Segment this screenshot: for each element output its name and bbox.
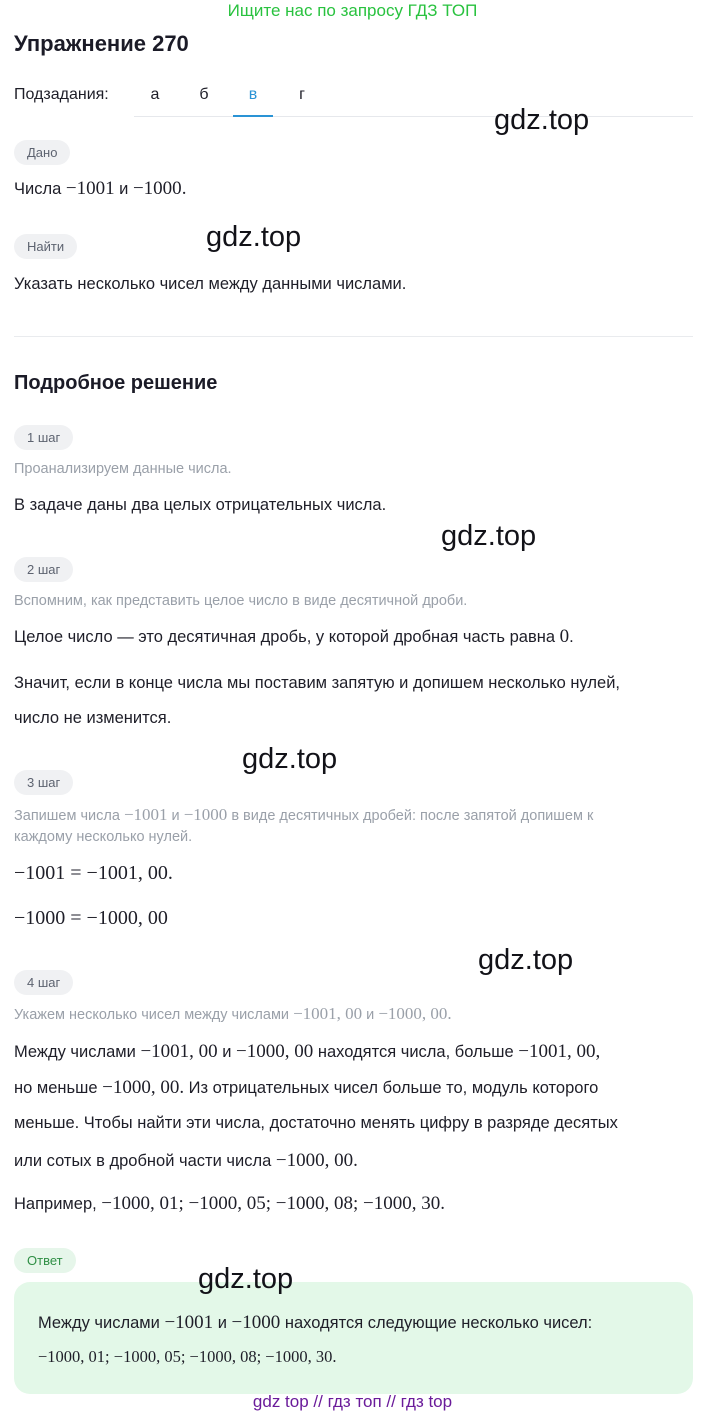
step-4-line-3: меньше. Чтобы найти эти числа, достаточно менять цифру в разряде десятых [14,1114,618,1132]
answer-line-2: −1000, 01; −1000, 05; −1000, 08; −1000, 30. [38,1347,337,1366]
find-badge: Найти [14,234,77,259]
step-2-text-2: Значит, если в конце числа мы поставим запятую и допишем несколько нулей, [14,674,620,692]
step-4-hint-math: −1001, 00 [293,1004,363,1023]
given-text [14,178,186,200]
step-2-badge: 2 шаг [14,557,73,582]
step-3-hint [14,805,593,825]
step-3-hint-part: в виде десятичных дробей: после запятой допишем к [227,808,594,824]
watermark: gdz.top [441,520,537,552]
answer-math: −1000 [231,1312,281,1333]
step-4-text-part: и [217,1043,237,1061]
find-text: Указать несколько чисел между данными числами. [14,275,407,293]
tab-a[interactable]: а [150,86,160,103]
step-4-math: −1000, 00. [102,1077,185,1098]
step-4-badge: 4 шаг [14,970,73,995]
section-divider [14,336,693,337]
answer-line-1 [38,1312,592,1334]
step-3-hint-math: −1000 [183,805,228,824]
step-2-text-part: Целое число — это десятичная дробь, у которой дробная часть равна [14,628,560,646]
step-4-text-part: Между числами [14,1043,141,1061]
tab-b[interactable]: б [199,86,209,103]
step-3-hint-part: и [167,808,184,824]
step-3-equation-2: −1000 = −1000, 00 [14,907,168,929]
step-1-hint: Проанализируем данные числа. [14,461,232,477]
step-1-badge: 1 шаг [14,425,73,450]
step-4-example [14,1193,445,1215]
watermark: gdz.top [206,221,302,253]
step-3-equation-1: −1001 = −1001, 00. [14,862,173,884]
solution-heading: Подробное решение [14,372,218,394]
step-4-text-part: но меньше [14,1079,103,1097]
step-2-text-1 [14,626,574,648]
top-banner: Ищите нас по запросу ГДЗ ТОП [227,1,478,20]
given-badge: Дано [14,140,70,165]
page-title: Упражнение 270 [14,31,189,56]
step-2-math: 0 [559,626,570,647]
step-3-hint-line-2: каждому несколько нулей. [14,829,193,845]
step-4-hint-part: Укажем несколько чисел между числами [14,1007,294,1023]
tab-v[interactable]: в [233,86,273,117]
step-4-line-4 [14,1150,358,1172]
tab-g[interactable]: г [299,86,305,103]
given-text-part: . [181,178,187,199]
answer-box [14,1282,693,1394]
step-4-text-part: Например, [14,1195,102,1213]
answer-text-part: Между числами [38,1314,165,1332]
step-4-hint-math: −1000, 00. [378,1004,452,1023]
watermark: gdz.top [478,944,574,976]
answer-text-part: и [213,1314,232,1332]
step-3-hint-part: Запишем числа [14,808,124,824]
given-num1: −1001 [65,178,115,199]
given-text-part: и [114,180,133,198]
step-3-hint-math: −1001 [123,805,168,824]
watermark: gdz.top [242,743,338,775]
step-2-text-3: число не изменится. [14,709,172,727]
step-4-math: −1001, 00, [518,1041,601,1062]
watermark: gdz.top [198,1263,294,1295]
step-4-text-part: находятся числа, больше [313,1043,519,1061]
step-4-math: −1001, 00 [140,1041,218,1062]
step-4-hint-part: и [362,1007,379,1023]
step-2-text-part: . [569,628,574,646]
answer-badge: Ответ [14,1248,76,1273]
step-4-line-1 [14,1041,600,1063]
subtasks-label: Подзадания: [14,86,109,103]
step-3-badge: 3 шаг [14,770,73,795]
step-4-line-2 [14,1077,598,1099]
given-text-part: Числа [14,180,66,198]
watermark: gdz.top [494,104,590,136]
answer-text-part: находятся следующие несколько чисел: [280,1314,593,1332]
step-4-text-part: Из отрицательных чисел больше то, модуль которого [184,1079,599,1097]
step-1-text: В задаче даны два целых отрицательных числа. [14,496,387,514]
step-2-hint: Вспомним, как представить целое число в виде десятичной дроби. [14,593,468,609]
step-4-math: −1000, 00 [236,1041,314,1062]
step-4-math: −1000, 00. [275,1150,358,1171]
step-4-text-part: или сотых в дробной части числа [14,1152,276,1170]
footer-links[interactable]: gdz top // гдз топ // гдз top [252,1392,453,1411]
answer-math: −1001 [164,1312,214,1333]
given-num2: −1000 [132,178,182,199]
step-4-math: −1000, 01; −1000, 05; −1000, 08; −1000, 30. [101,1193,445,1214]
step-4-hint [14,1004,452,1024]
